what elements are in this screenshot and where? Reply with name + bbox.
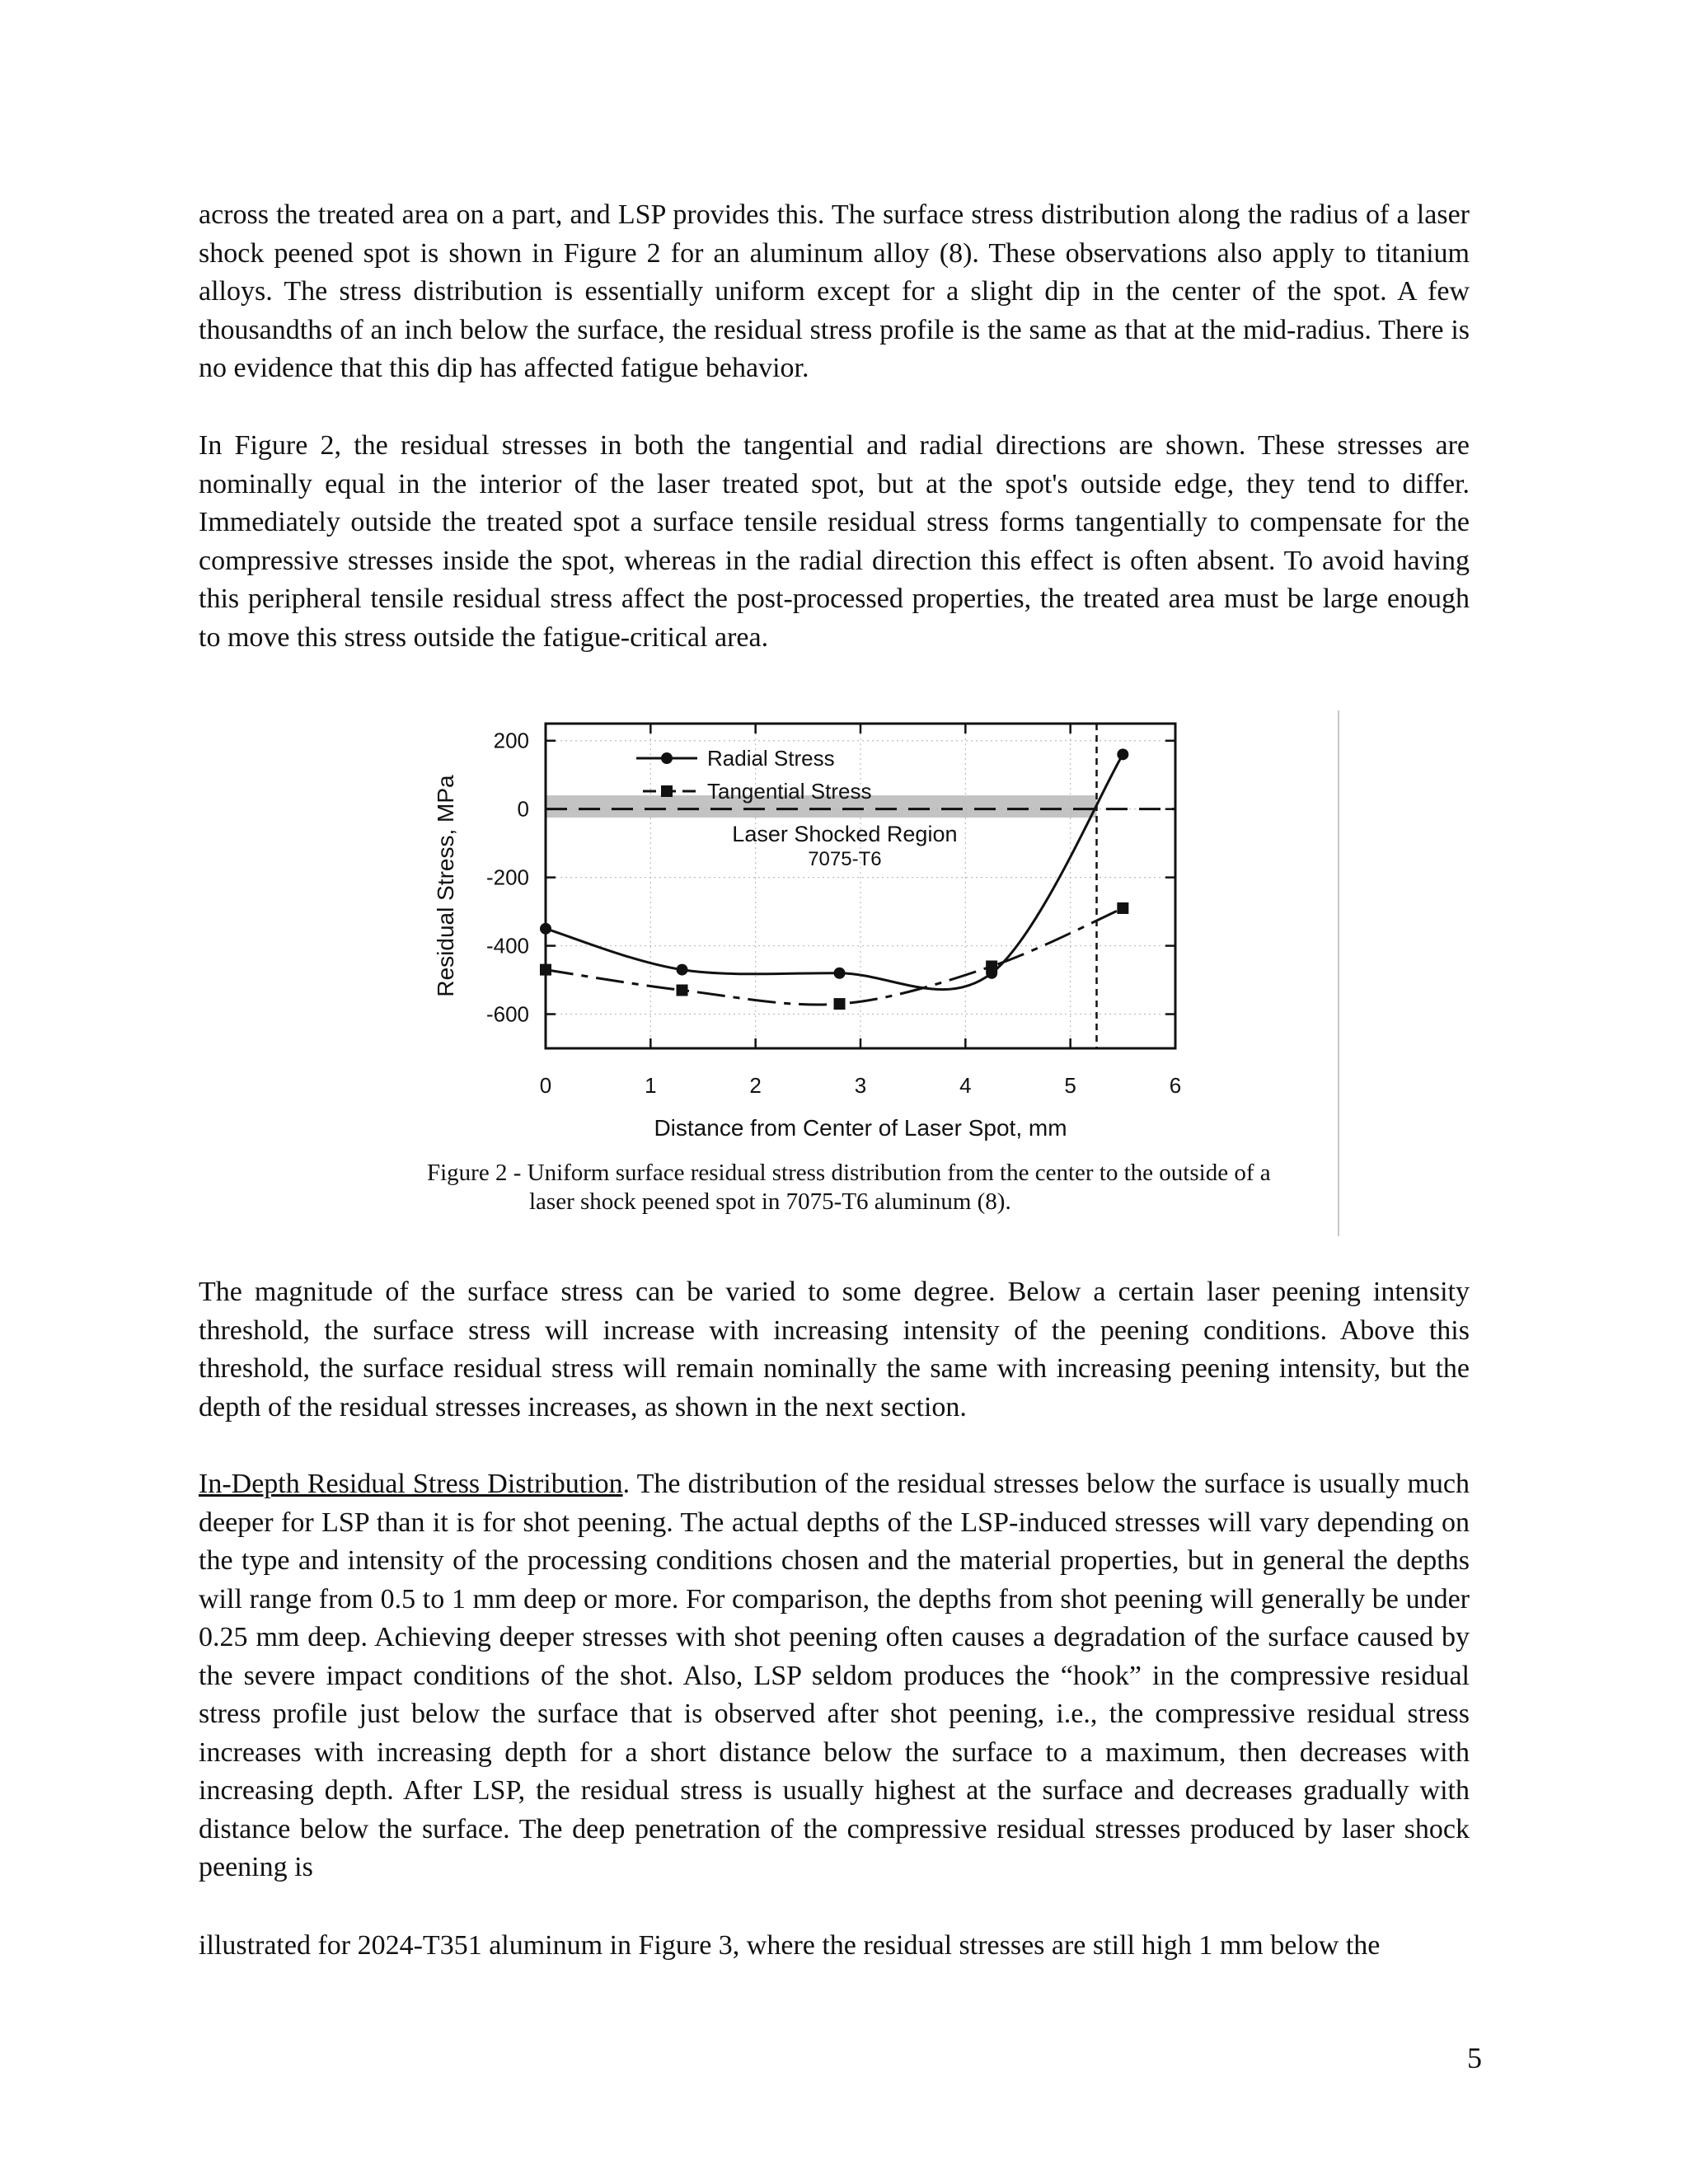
paragraph-tangential-radial-stresses: In Figure 2, the residual stresses in both the tangential and radial directions are shown. These stresses are nominally equal in the interior of the laser treated spot, but at the spot's outside edge, they tend to differ. Immediately outside the treated spot a surface tensile residual stress forms tangentially to compensate for the compressive stresses inside the spot, whereas in the radial direction this effect is often absent. To avoid having this peripheral tensile residual stress affect the post-processed properties, the treated area must be large enough to move this stress outside the fatigue-critical area. (199, 430, 1470, 653)
radial-stress-point (1117, 748, 1128, 760)
plot-frame (546, 724, 1175, 1048)
paragraph-surface-stress-magnitude: The magnitude of the surface stress can be varied to some degree. Below a certain laser peening intensity threshold, the surface stress will increase with increasing intensity of the peening conditions. Above this threshold, the surface residual stress will remain nominally the same with increasing peening intensity, but the depth of the residual stresses increases, as shown in the next section. (199, 1277, 1470, 1422)
page-number: 5 (1467, 2041, 1482, 2074)
paragraph-surface-stress-distribution: across the treated area on a part, and LSP provides this. The surface stress distribution along the radius of a laser shock peened spot is shown in Figure 2 for an aluminum alloy (8). These observations also apply to titanium alloys. The stress distribution is essentially uniform except for a slight dip in the center of the spot. A few thousandths of an inch below the surface, the residual stress profile is the same as that at the mid-radius. There is no evidence that this dip has affected fatigue behavior. (199, 199, 1470, 383)
material-label: 7075-T6 (808, 848, 882, 871)
figure-2-caption (427, 1159, 1350, 1216)
legend-radial-marker (661, 752, 673, 764)
region-label: Laser Shocked Region (732, 822, 958, 847)
x-axis-label: Distance from Center of Laser Spot, mm (654, 1115, 1067, 1141)
radial-stress-point (677, 964, 688, 976)
x-tick-label: 1 (645, 1073, 657, 1098)
y-tick-label: -200 (485, 865, 529, 890)
tangential-stress-point (540, 964, 551, 976)
x-tick-label: 5 (1064, 1073, 1076, 1098)
x-tick-label: 4 (959, 1073, 972, 1098)
x-tick-label: 6 (1169, 1073, 1182, 1098)
caption-line-2: laser shock peened spot in 7075-T6 aluminum (8). (529, 1188, 1011, 1215)
paragraph-in-depth-body: . The distribution of the residual stresses below the surface is usually much deeper for LSP than it is for shot peening. The actual depths of the LSP-induced stresses will vary depending on the type and intensity of the processing conditions chosen and the material properties, but in general the depths will range from 0.5 to 1 mm deep or more. For comparison, the depths from shot peening will generally be under 0.25 mm deep. Achieving deeper stresses with shot peening often causes a degradation of the surface caused by the severe impact conditions of the shot. Also, LSP seldom produces the “hook” in the compressive residual stress profile just below the surface that is observed after shot peening, i.e., the compressive residual stress increases with increasing depth for a short distance below the surface to a maximum, then decreases with increasing depth. After LSP, the residual stress is usually highest at the surface and decreases gradually with distance below the surface. The deep penetration of the compressive residual stresses produced by laser shock peening is (199, 1469, 1470, 1882)
series-line-tangential (546, 908, 1123, 1005)
tangential-stress-point (677, 984, 688, 996)
radial-stress-point (834, 968, 846, 979)
x-tick-label: 0 (539, 1073, 552, 1098)
tangential-stress-point (1117, 902, 1128, 914)
paragraph-figure-3-intro: illustrated for 2024-T351 aluminum in Figure 3, where the residual stresses are still high 1 mm below the (199, 1930, 1381, 1961)
figure-2 (429, 707, 1343, 1235)
y-tick-label: 200 (493, 728, 529, 753)
y-tick-label: 0 (517, 796, 529, 822)
paragraph-in-depth-distribution (199, 1465, 1470, 1887)
tangential-stress-point (986, 960, 997, 972)
legend-tangential-marker (661, 785, 673, 797)
y-tick-label: -600 (485, 1001, 529, 1027)
y-axis-label: Residual Stress, MPa (433, 775, 458, 997)
caption-line-1: Figure 2 - Uniform surface residual stress distribution from the center to the outside of a (427, 1160, 1271, 1186)
residual-stress-chart (429, 707, 1343, 1152)
legend-radial-label: Radial Stress (707, 746, 835, 771)
section-heading-in-depth: In-Depth Residual Stress Distribution (199, 1469, 623, 1499)
figure-divider-line (1338, 710, 1339, 1236)
x-tick-label: 2 (749, 1073, 762, 1098)
tangential-stress-point (834, 998, 846, 1010)
y-tick-label: -400 (485, 933, 529, 958)
radial-stress-point (540, 923, 551, 935)
legend-tangential-label: Tangential Stress (707, 779, 872, 804)
x-tick-label: 3 (854, 1073, 867, 1098)
